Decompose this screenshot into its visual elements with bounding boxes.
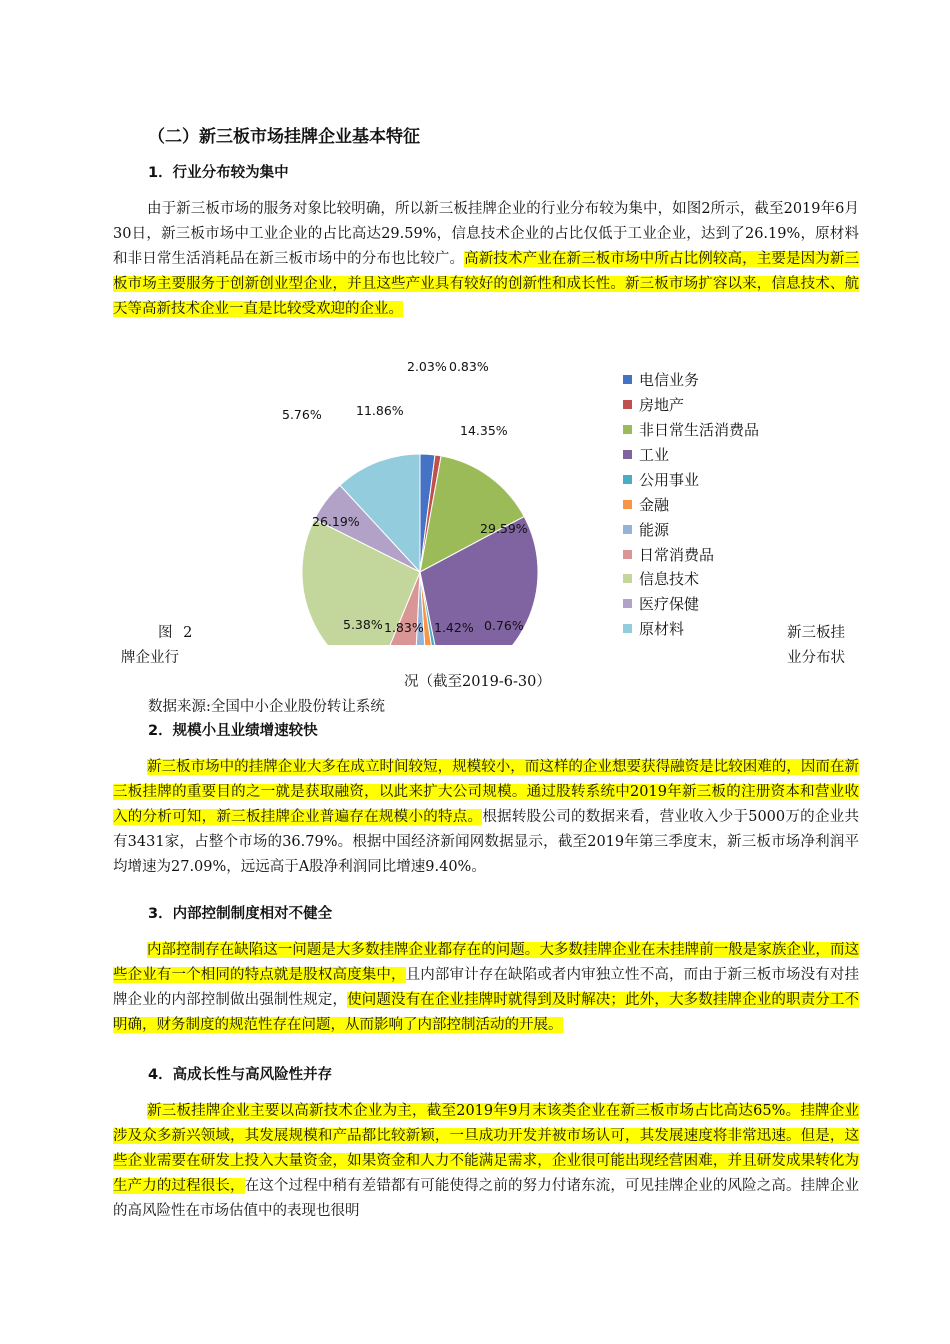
legend-swatch [623, 475, 632, 484]
legend-label: 公用事业 [639, 471, 700, 489]
subsection-heading-4: 4．高成长性与高风险性并存 [148, 1067, 333, 1083]
subsection-heading-1: 1．行业分布较为集中 [148, 165, 289, 181]
legend-item [623, 420, 759, 440]
subsection-heading-2: 2．规模小且业绩增速较快 [148, 723, 318, 739]
pie-label-materials: 11.86% [356, 403, 404, 418]
paragraph-text: 根据转股公司的数据来看，营业收入少于5000万的企业共有3431家，占整个市场的36.79%。根据中国经济新闻网数据显示，截至2019年第三季度末，新三板市场净利润平均增速为27.09%，远远高于A股净利润同比增速9.40%。 [113, 809, 860, 875]
figure-source: 数据来源:全国中小企业股份转让系统 [148, 699, 385, 715]
legend-label: 医疗保健 [639, 595, 700, 613]
pie-label-energy: 1.83% [384, 620, 424, 635]
legend-item [623, 569, 699, 589]
highlighted-text: 新三板市场中的挂牌企业大多在成立时间较短，规模较小，而这样的企业想要获得融资是比较困难的，因而在新三板挂牌的重要目的之一就是获取融资，以此来扩大公司规模。通过股转系统中2019年新三板的注册资本和营业收入的分析可知，新三板挂牌企业普遍存在规模小的特点。 [113, 759, 859, 825]
pie-slices [302, 454, 538, 645]
legend-label: 金融 [639, 496, 670, 514]
highlighted-text: 新三板挂牌企业主要以高新技术企业为主，截至2019年9月末该类企业在新三板市场占比高达65%。挂牌企业涉及众多新兴领域，其发展规模和产品都比较新颖，一旦成功开发并被市场认可，其发展速度将非常迅速。但是，这些企业需要在研发上投入大量资金，如果资金和人力不能满足需求，企业很可能出现经营困难，并且研发成果转化为生产力的过程很长， [113, 1103, 859, 1194]
legend-item [623, 619, 684, 639]
legend-swatch [623, 599, 632, 608]
paragraph-internal-control [113, 938, 859, 1038]
figure-caption-right-2: 业分布状 [787, 650, 845, 666]
legend-label: 房地产 [639, 396, 685, 414]
legend-swatch [623, 375, 632, 384]
figure-caption-center: 况（截至2019-6-30） [404, 674, 551, 690]
pie-label-financials: 1.42% [434, 620, 474, 635]
legend-label: 非日常生活消费品 [639, 421, 760, 439]
legend-item [623, 370, 699, 390]
legend-swatch [623, 500, 632, 509]
highlighted-text: 内部控制存在缺陷这一问题是大多数挂牌企业都存在的问题。大多数挂牌企业在未挂牌前一般是家族企业，而这些企业有一个相同的特点就是股权高度集中， [113, 942, 859, 983]
legend-item [623, 545, 714, 565]
legend-swatch [623, 450, 632, 459]
pie-label-telecom: 2.03% [407, 359, 447, 374]
section-title: （二）新三板市场挂牌企业基本特征 [148, 127, 420, 147]
legend-swatch [623, 574, 632, 583]
paragraph-industry [113, 197, 859, 322]
legend-label: 工业 [639, 446, 670, 464]
legend-swatch [623, 400, 632, 409]
legend-label: 日常消费品 [639, 546, 715, 564]
pie-label-health-care: 5.76% [282, 407, 322, 422]
legend-item [623, 395, 684, 415]
legend-swatch [623, 624, 632, 633]
paragraph-text: 在这个过程中稍有差错都有可能使得之前的努力付诸东流，可见挂牌企业的风险之高。挂牌企业的高风险性在市场估值中的表现也很明 [113, 1178, 859, 1219]
figure-caption-right-1: 新三板挂 [787, 625, 845, 641]
legend-swatch [623, 550, 632, 559]
pie-label-consumer-discretionary: 14.35% [460, 423, 508, 438]
pie-label-real-estate: 0.83% [449, 359, 489, 374]
pie-label-industrials: 29.59% [480, 521, 528, 536]
legend-item [623, 445, 669, 465]
pie-label-information-technology: 26.19% [312, 514, 360, 529]
figure-caption-left-2: 牌企业行 [121, 650, 179, 666]
subsection-heading-3: 3．内部控制制度相对不健全 [148, 906, 333, 922]
legend-swatch [623, 425, 632, 434]
paragraph-growth-risk [113, 1099, 859, 1224]
paragraph-scale [113, 755, 859, 880]
paragraph-text: 由于新三板市场的服务对象比较明确，所以新三板挂牌企业的行业分布较为集中，如图2所示，截至2019年6月30日，新三板市场中工业企业的占比高达29.59%，信息技术企业的占比仅低于工业企业，达到了26.19%，原材料和非日常生活消耗品在新三板市场中的分布也比较广。 [113, 201, 859, 267]
pie-label-consumer-staples: 5.38% [343, 617, 383, 632]
legend-label: 能源 [639, 521, 670, 539]
legend-item [623, 594, 699, 614]
pie-label-utilities: 0.76% [484, 618, 524, 633]
legend-label: 原材料 [639, 620, 685, 638]
paragraph-text: 且内部审计存在缺陷或者内审独立性不高，而由于新三板市场没有对挂牌企业的内部控制做出强制性规定， [113, 967, 860, 1008]
figure-caption-left-1: 图 2 [158, 625, 193, 641]
highlighted-text: 高新技术产业在新三板市场中所占比例较高，主要是因为新三板市场主要服务于创新创业型企业，并且这些产业具有较好的创新性和成长性。新三板市场扩容以来，信息技术、航天等高新技术企业一直是比较受欢迎的企业。 [113, 251, 860, 317]
legend-label: 信息技术 [639, 570, 700, 588]
industry-pie-chart [0, 345, 950, 645]
legend-swatch [623, 525, 632, 534]
legend-item [623, 495, 669, 515]
legend-item [623, 470, 699, 490]
highlighted-text: 使问题没有在企业挂牌时就得到及时解决；此外，大多数挂牌企业的职责分工不明确，财务制度的规范性存在问题，从而影响了内部控制活动的开展。 [113, 992, 860, 1033]
legend-item [623, 520, 669, 540]
legend-label: 电信业务 [639, 371, 700, 389]
